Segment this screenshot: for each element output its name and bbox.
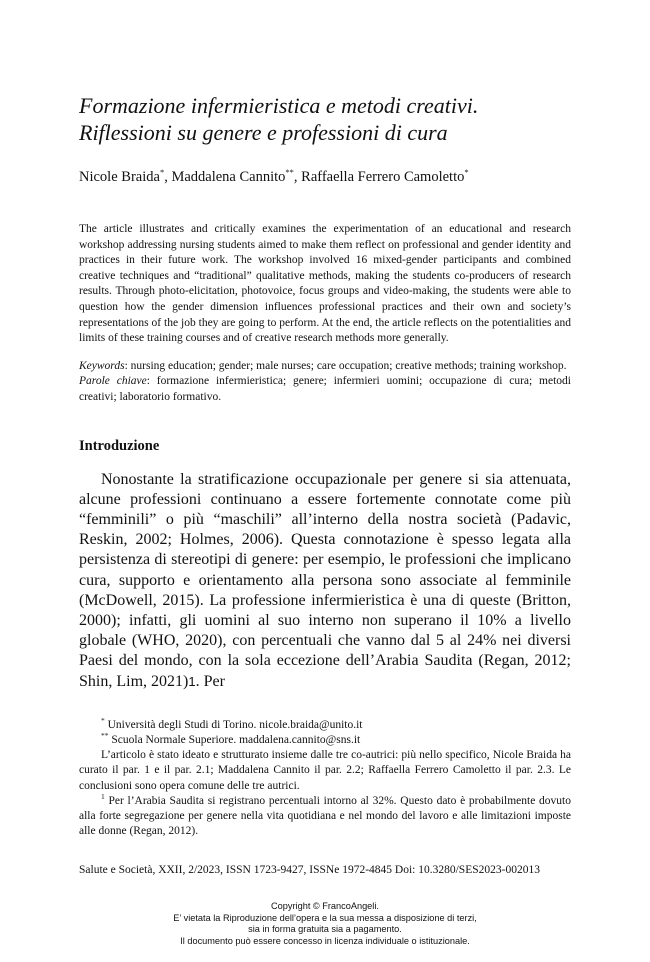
footnote-contributions: L’articolo è stato ideato e strutturato insieme dalle tre co-autrici: più nello specifico, Nicole Braida ha curato il par. 1 e il par. 2.1; Maddalena Cannito il par. 2.2; Raffaella Ferrero Camoletto il par. 2.3. Le conclusioni sono opera comune delle tre autrici.: [79, 749, 571, 792]
copyright-line: Copyright © FrancoAngeli.: [271, 901, 379, 911]
author-affiliation-mark: **: [285, 167, 294, 177]
author-list: [79, 168, 571, 186]
journal-citation: Salute e Società, XXII, 2/2023, ISSN 1723-9427, ISSNe 1972-4845 Doi: 10.3280/SES2023-002013: [79, 864, 540, 876]
author-name: Maddalena Cannito: [171, 169, 286, 185]
intro-paragraph: [79, 470, 571, 692]
author-name: Raffaella Ferrero Camoletto: [301, 169, 465, 185]
footnote-reference[interactable]: 1: [188, 673, 196, 689]
author-affiliation-mark: *: [159, 167, 165, 177]
intro-tail: . Per: [195, 672, 225, 690]
footnote-mark: *: [101, 715, 105, 725]
keywords-line: [79, 359, 571, 375]
parole-chiave-text: : formazione infermieristica; genere; infermieri uomini; occupazione di cura; metodi creativi; laboratorio formativo.: [79, 375, 571, 403]
footnote-text: Università degli Studi di Torino. nicole.braida@unito.it: [104, 718, 363, 731]
copyright-notice: [0, 901, 650, 947]
footnote-text: Scuola Normale Superiore. maddalena.cannito@sns.it: [108, 733, 361, 746]
keywords-block: [79, 359, 571, 406]
copyright-line: Il documento può essere concesso in licenza individuale o istituzionale.: [180, 935, 470, 946]
article-page: [79, 92, 571, 839]
footnote-mark: **: [101, 730, 109, 740]
title-line-2: Riflessioni su genere e professioni di cura: [79, 120, 448, 145]
footnotes: [79, 715, 571, 840]
footnote-affiliation: [79, 715, 571, 733]
abstract: The article illustrates and critically examines the experimentation of an educational and research workshop addressing nursing students aimed to make them reflect on professional and gender identity and practices in their future work. The workshop involved 16 mixed-gender participants and combined creative techniques and “traditional” qualitative methods, making the students co-producers of research results. Through photo-elicitation, photovoice, focus groups and video-making, the students were able to question how the gender dimension influences professional practices and their own and society’s representations of the job they are going to perform. At the end, the article reflects on the potentialities and limits of these training courses and of creative research methods more generally.: [79, 223, 571, 345]
footnote-1: [79, 791, 571, 840]
footnote-text: Per l’Arabia Saudita si registrano percentuali intorno al 32%. Questo dato è probabilmente dovuto alla forte segregazione per genere nella vita quotidiana e nel mondo del lavoro e alle limitazioni imposte alle donne (Regan, 2012).: [79, 794, 571, 838]
author-separator: ,: [293, 169, 302, 185]
parole-chiave-line: [79, 374, 571, 405]
copyright-line: E’ vietata la Riproduzione dell’opera e la sua messa a disposizione di terzi,: [173, 912, 477, 923]
author-name: Nicole Braida: [79, 169, 160, 185]
title-line-1: Formazione infermieristica e metodi creativi.: [79, 93, 479, 118]
footnote-mark: 1: [101, 791, 105, 801]
author-affiliation-mark: *: [464, 167, 469, 177]
keywords-label: Keywords: [79, 359, 125, 372]
author-separator: ,: [164, 169, 172, 185]
section-heading: Introduzione: [79, 437, 160, 454]
copyright-line: sia in forma gratuita sia a pagamento.: [248, 924, 402, 935]
keywords-text: : nursing education; gender; male nurses; care occupation; creative methods; training workshop.: [124, 359, 567, 372]
footnote-affiliation: [79, 730, 571, 748]
article-title: [79, 92, 571, 146]
parole-chiave-label: Parole chiave: [79, 375, 147, 388]
intro-text: Nonostante la stratificazione occupazionale per genere si sia attenuata, alcune professioni continuano a essere fortemente connotate come più “femminili” o più “maschili” all’interno della nostra società (Padavic, Reskin, 2002; Holmes, 2006). Questa connotazione è spesso legata alla persistenza di stereotipi di genere: per esempio, le professioni che implicano cura, supporto e orientamento alla persona sono associate al femminile (McDowell, 2015). La professione infermieristica è una di queste (Britton, 2000); infatti, gli uomini al suo interno non superano il 10% a livello globale (WHO, 2020), con percentuali che vanno dal 5 al 24% nei diversi Paesi del mondo, con la sola eccezione dell’Arabia Saudita (Regan, 2012; Shin, Lim, 2021): [79, 470, 571, 690]
